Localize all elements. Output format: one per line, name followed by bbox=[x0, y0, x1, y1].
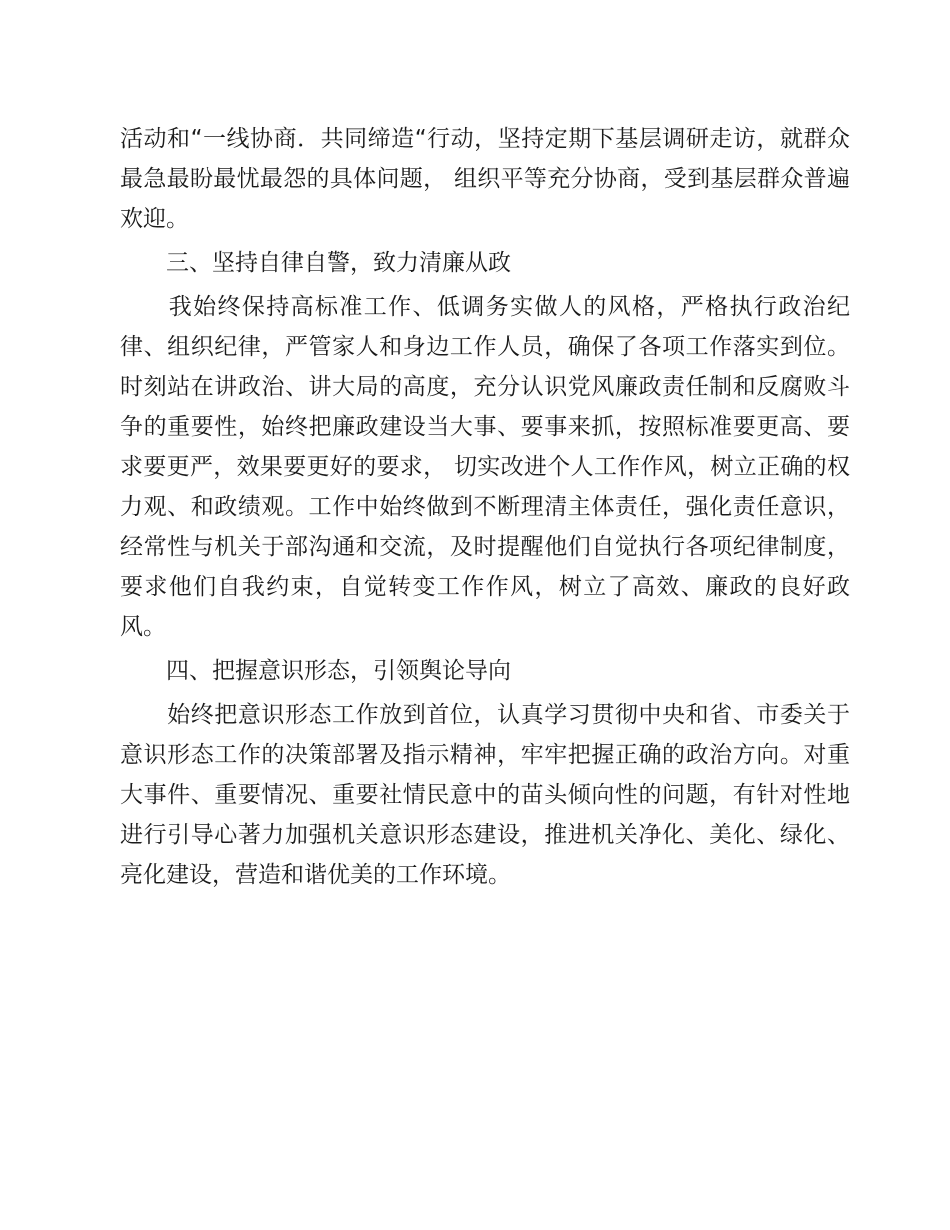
section-heading-4: 四、把握意识形态，引领舆论导向 bbox=[120, 658, 511, 684]
paragraph-section-4: 始终把意识形态工作放到首位，认真学习贯彻中央和省、市委关于意识形态工作的决策部署及指示精神，牢牢把握正确的政治方向。对重大事件、重要情况、重要社情民意中的苗头倾向性的问题，有针对性地进行引导心著力加强机关意识形态建设，推进机关净化、美化、绿化、亮化建设，营造和谐优美的工作环境。 bbox=[120, 702, 850, 888]
paragraph-section-3: 我始终保持高标准工作、低调务实做人的风格，严格执行政治纪律、组织纪律，严管家人和身边工作人员，确保了各项工作落实到位。时刻站在讲政治、讲大局的高度，充分认识党风廉政责任制和反腐败斗争的重要性，始终把廉政建设当大事、要事来抓，按照标准要更高、要求要更严，效果要更好的要求， 切实改进个人工作作风，树立正确的权力观、和政绩观。工作中始终做到不断理清主体责任，强化责任意识，经常性与机关于部沟通和交流，及时提醒他们自觉执行各项纪律制度，要求他们自我约束，自觉转变工作作风，树立了高效、廉政的良好政风。 bbox=[120, 294, 850, 640]
paragraph-continued: 活动和“一线协商．共同缔造“行动，坚持定期下基层调研走访，就群众最急最盼最忧最怨的具体问题， 组织平等充分协商，受到基层群众普遍欢迎。 bbox=[120, 126, 850, 232]
section-heading-3: 三、坚持自律自警，致力清廉从政 bbox=[120, 250, 511, 276]
document-body bbox=[120, 119, 850, 899]
